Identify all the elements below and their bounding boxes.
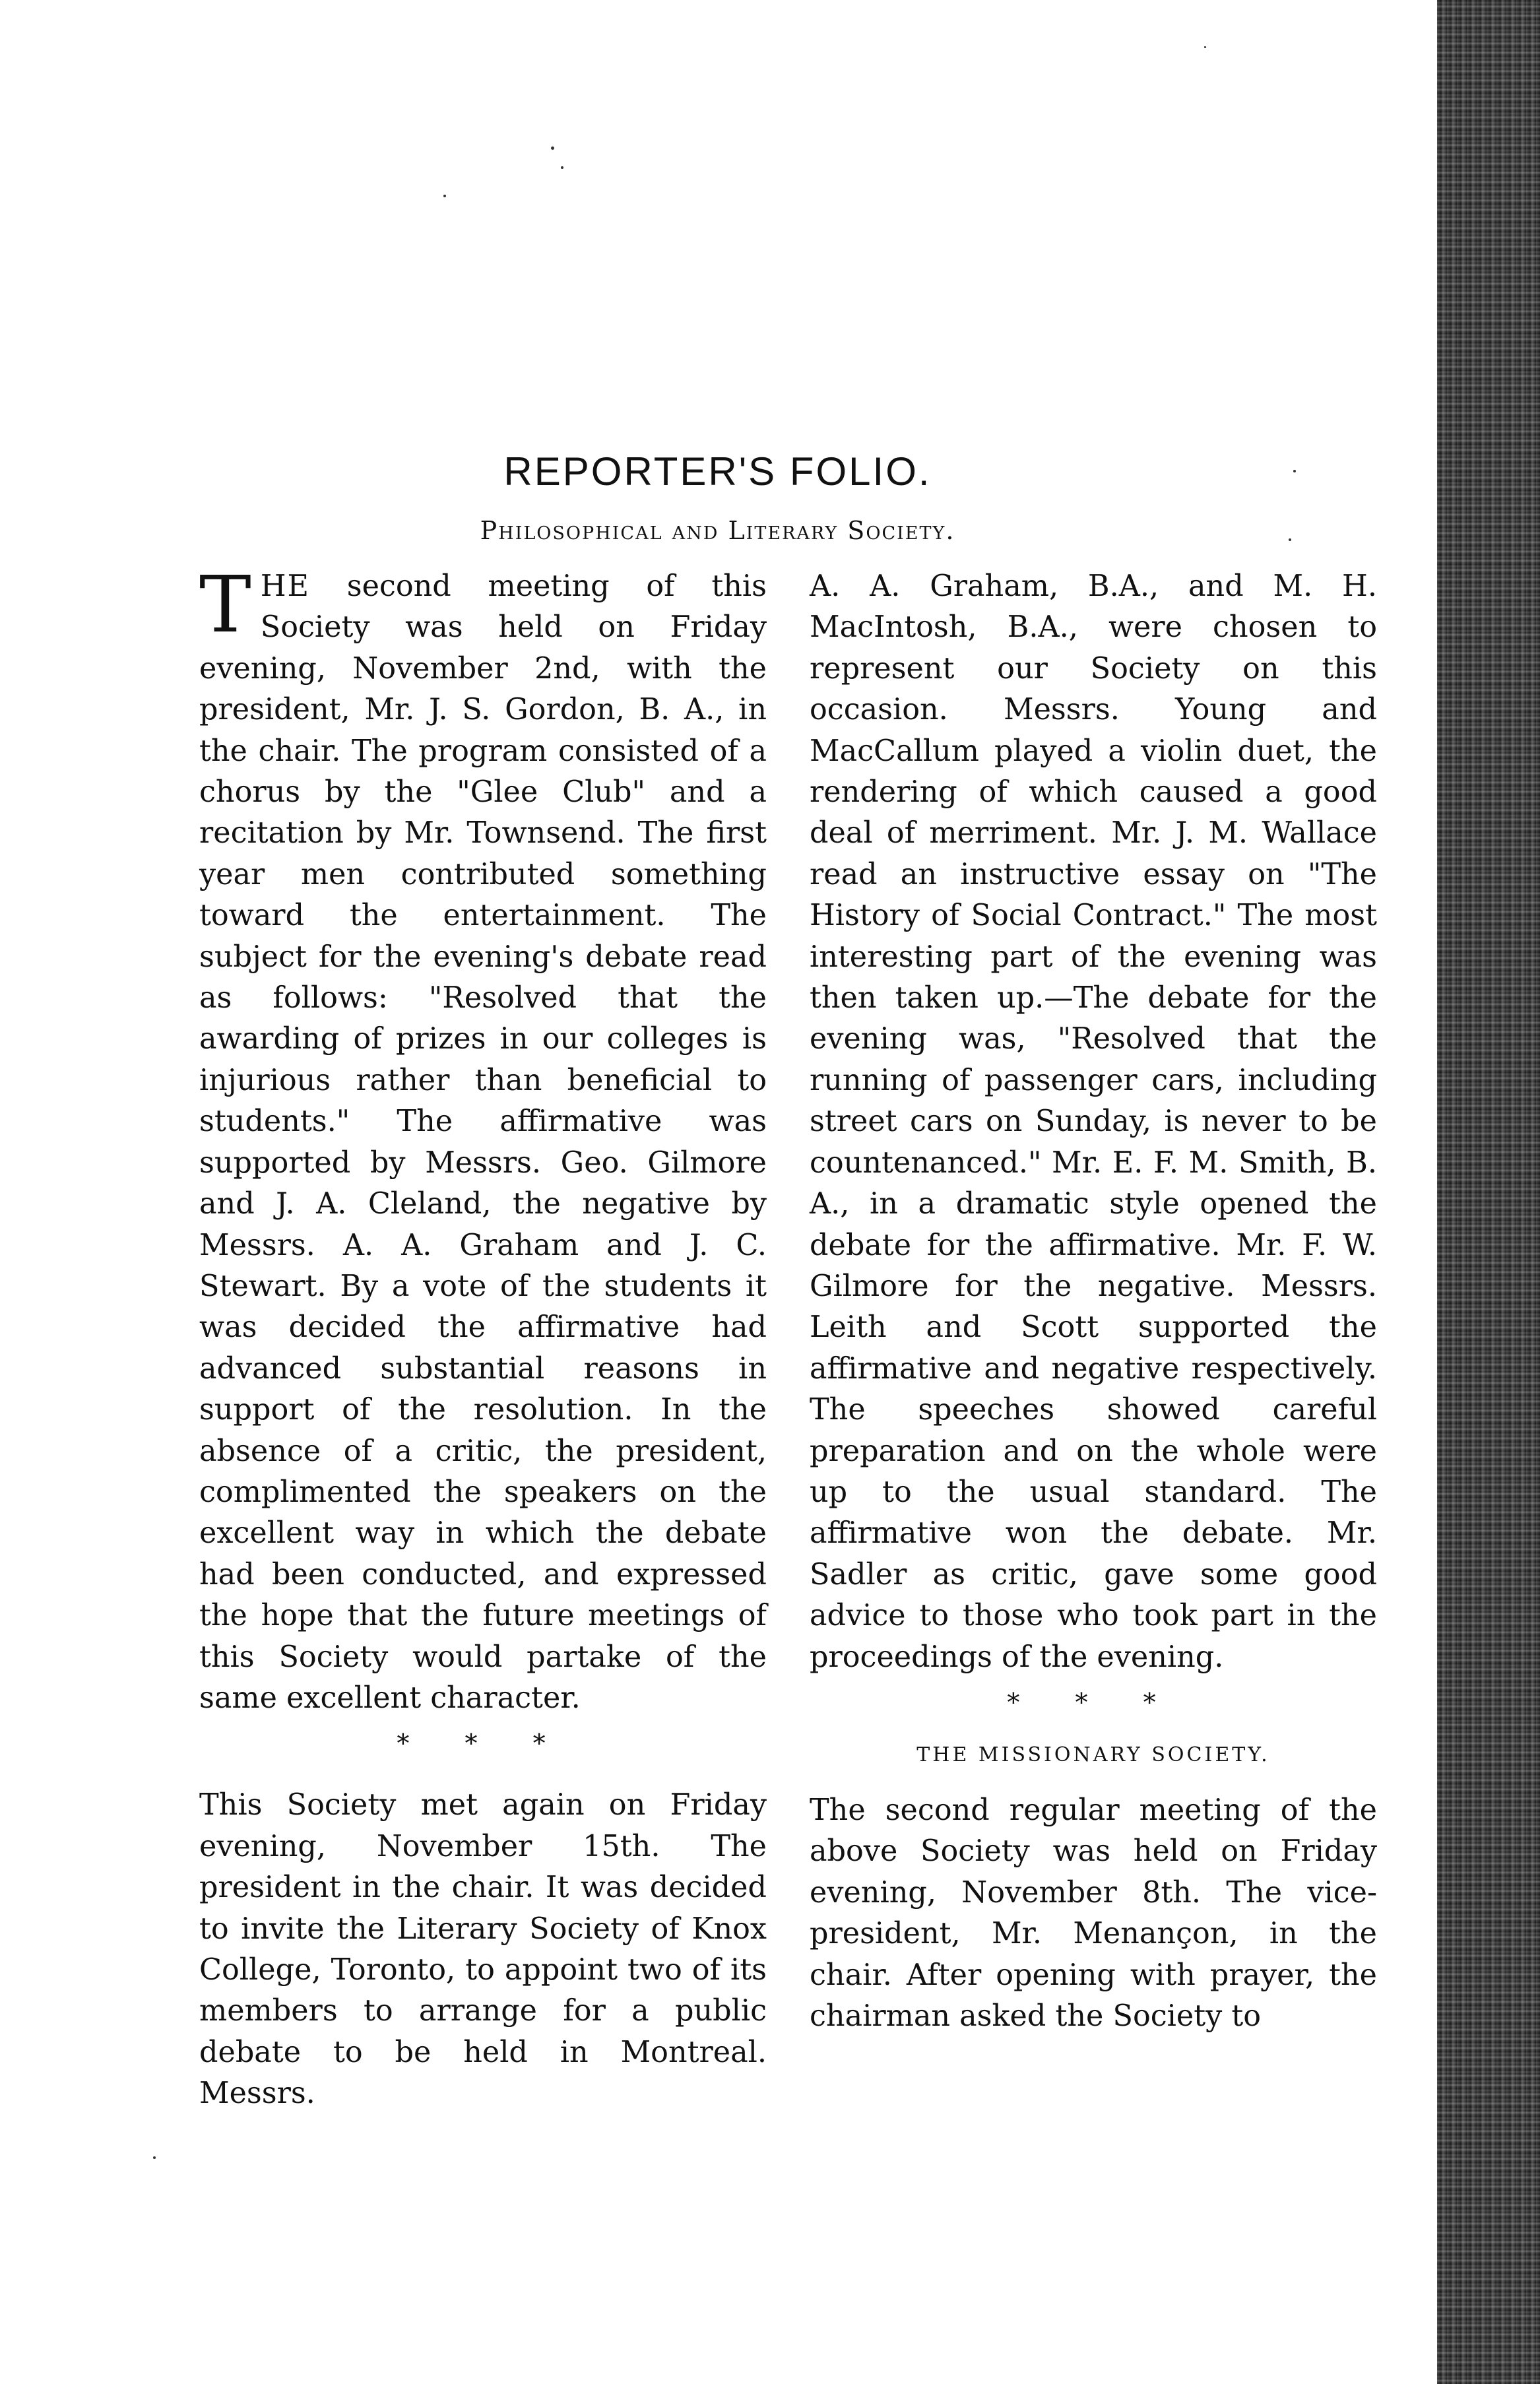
paragraph-missionary: The second regular meeting of the above Society was held on Friday evening, November 8th. The vice-president, Mr. Menançon, in the chair. After opening with prayer, the chairman asked the Society to xyxy=(810,1793,1377,2033)
section-divider-stars: * * * xyxy=(1007,1687,1180,1717)
right-column xyxy=(810,566,1377,2037)
paragraph-text: second meeting of this Society was held on Friday evening, November 2nd, with the president, Mr. J. S. Gordon, B. A., in the chair. The program consisted of a chorus by the "Glee Club" and a recitation by Mr. Townsend. The first year men contributed something toward the entertainment. The subject for the evening's debate read as follows: "Resolved that the awarding of prizes in our colleges is injurious rather than beneficial to students." The affirmative was supported by Messrs. Geo. Gilmore and J. A. Cleland, the negative by Messrs. A. A. Graham and J. C. Stewart. By a vote of the students it was decided the affirmative had advanced substantial reasons in support of the resolution. In the absence of a critic, the president, complimented the speakers on the excellent way in which the debate had been conducted, and expressed the hope that the future meetings of this Society would partake of the same excellent character. xyxy=(199,569,767,1715)
section-divider-stars: * * * xyxy=(397,1729,569,1758)
paragraph-second-meeting: This Society met again on Friday evening, November 15th. The president in the chair. It was decided to invite the Literary Society of Knox College, Toronto, to appoint two of its members to arrange for a public debate to be held in Montreal. Messrs. xyxy=(199,1788,767,2111)
paragraph-first-meeting xyxy=(199,559,767,1719)
ink-speck xyxy=(443,195,446,197)
page-edge-binding xyxy=(1437,0,1540,2384)
ink-speck xyxy=(1204,46,1206,48)
paragraph-continuation: A. A. Graham, B.A., and M. H. MacIntosh, B.A., were chosen to represent our Society on this occasion. Messrs. Young and MacCallum played a violin duet, the rendering of which caused a good deal of merriment. Mr. J. M. Wallace read an instructive essay on "The History of Social Contract." The most interesting part of the evening was then taken up.—The debate for the evening was, "Resolved that the running of passenger cars, including street cars on Sunday, is never to be countenanced." Mr. E. F. M. Smith, B. A., in a dramatic style opened the debate for the affirmative. Mr. F. W. Gilmore for the negative. Messrs. Leith and Scott supported the affirmative and negative respectively. The speeches showed careful preparation and on the whole were up to the usual standard. The affirmative won the debate. Mr. Sadler as critic, gave some good advice to those who took part in the proceedings of the evening. xyxy=(810,569,1377,1674)
section-heading: Philosophical and Literary Society. xyxy=(480,516,955,545)
ink-speck xyxy=(153,2156,156,2159)
first-word: HE xyxy=(260,569,311,603)
ink-speck xyxy=(561,166,563,169)
drop-cap: T xyxy=(199,559,251,650)
missionary-society-heading: THE MISSIONARY SOCIETY. xyxy=(916,1743,1270,1766)
ink-speck xyxy=(551,146,554,150)
left-column xyxy=(199,559,767,2115)
page-title: REPORTER'S FOLIO. xyxy=(503,449,932,494)
